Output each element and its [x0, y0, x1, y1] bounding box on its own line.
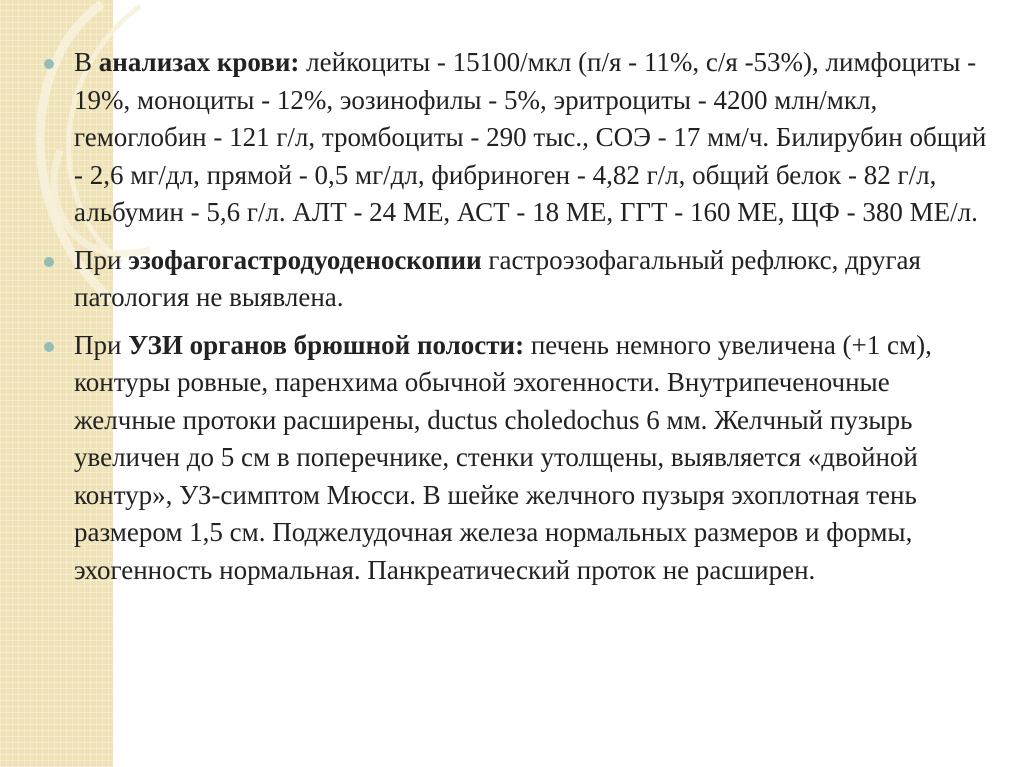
- item-text: гастроэзофагальный рефлюкс, другая патология не выявлена.: [74, 244, 921, 312]
- item-text: лейкоциты - 15100/мкл (п/я - 11%, с/я -53%), лимфоциты - 19%, моноциты - 12%, эозинофилы - 5%, эритроциты - 4200 млн/мкл, гемоглобин - 121 г/л, тромбоциты - 290 тыс., СОЭ - 17 мм/ч. Билирубин общий - 2,6 мг/дл, прямой - 0,5 мг/дл, фибриноген - 4,82 г/л, общий белок - 82 г/л, альбумин - 5,6 г/л. АЛТ - 24 МЕ, АСТ - 18 МЕ, ГГТ - 160 МЕ, ЩФ - 380 МЕ/л.: [74, 47, 987, 227]
- item-text: печень немного увеличена (+1 см), контуры ровные, паренхима обычной эхогенности. Внутрипеченочные желчные протоки расширены, ductus choledochus 6 мм. Желчный пузырь увеличен до 5 см в поперечнике, стенки утолщены, выявляется «двойной контур», УЗ-симптом Мюсси. В шейке желчного пузыря эхоплотная тень размером 1,5 см. Поджелудочная железа нормальных размеров и формы, эхогенность нормальная. Панкреатический проток не расширен.: [74, 329, 932, 585]
- item-heading: анализах крови:: [98, 47, 300, 77]
- bullet-icon: [44, 257, 54, 267]
- bullet-icon: [44, 59, 54, 69]
- list-item-ultrasound: [44, 327, 994, 590]
- item-prefix: При: [74, 244, 129, 275]
- item-heading: УЗИ органов брюшной полости:: [128, 329, 525, 360]
- item-prefix: В: [74, 47, 99, 77]
- bullet-icon: [44, 342, 54, 352]
- list-item-blood-tests: [44, 44, 994, 232]
- item-heading: эзофагогастродуоденоскопии: [128, 244, 482, 275]
- list-item-egds: [44, 242, 994, 317]
- bullet-list: [44, 44, 994, 599]
- item-prefix: При: [74, 329, 129, 360]
